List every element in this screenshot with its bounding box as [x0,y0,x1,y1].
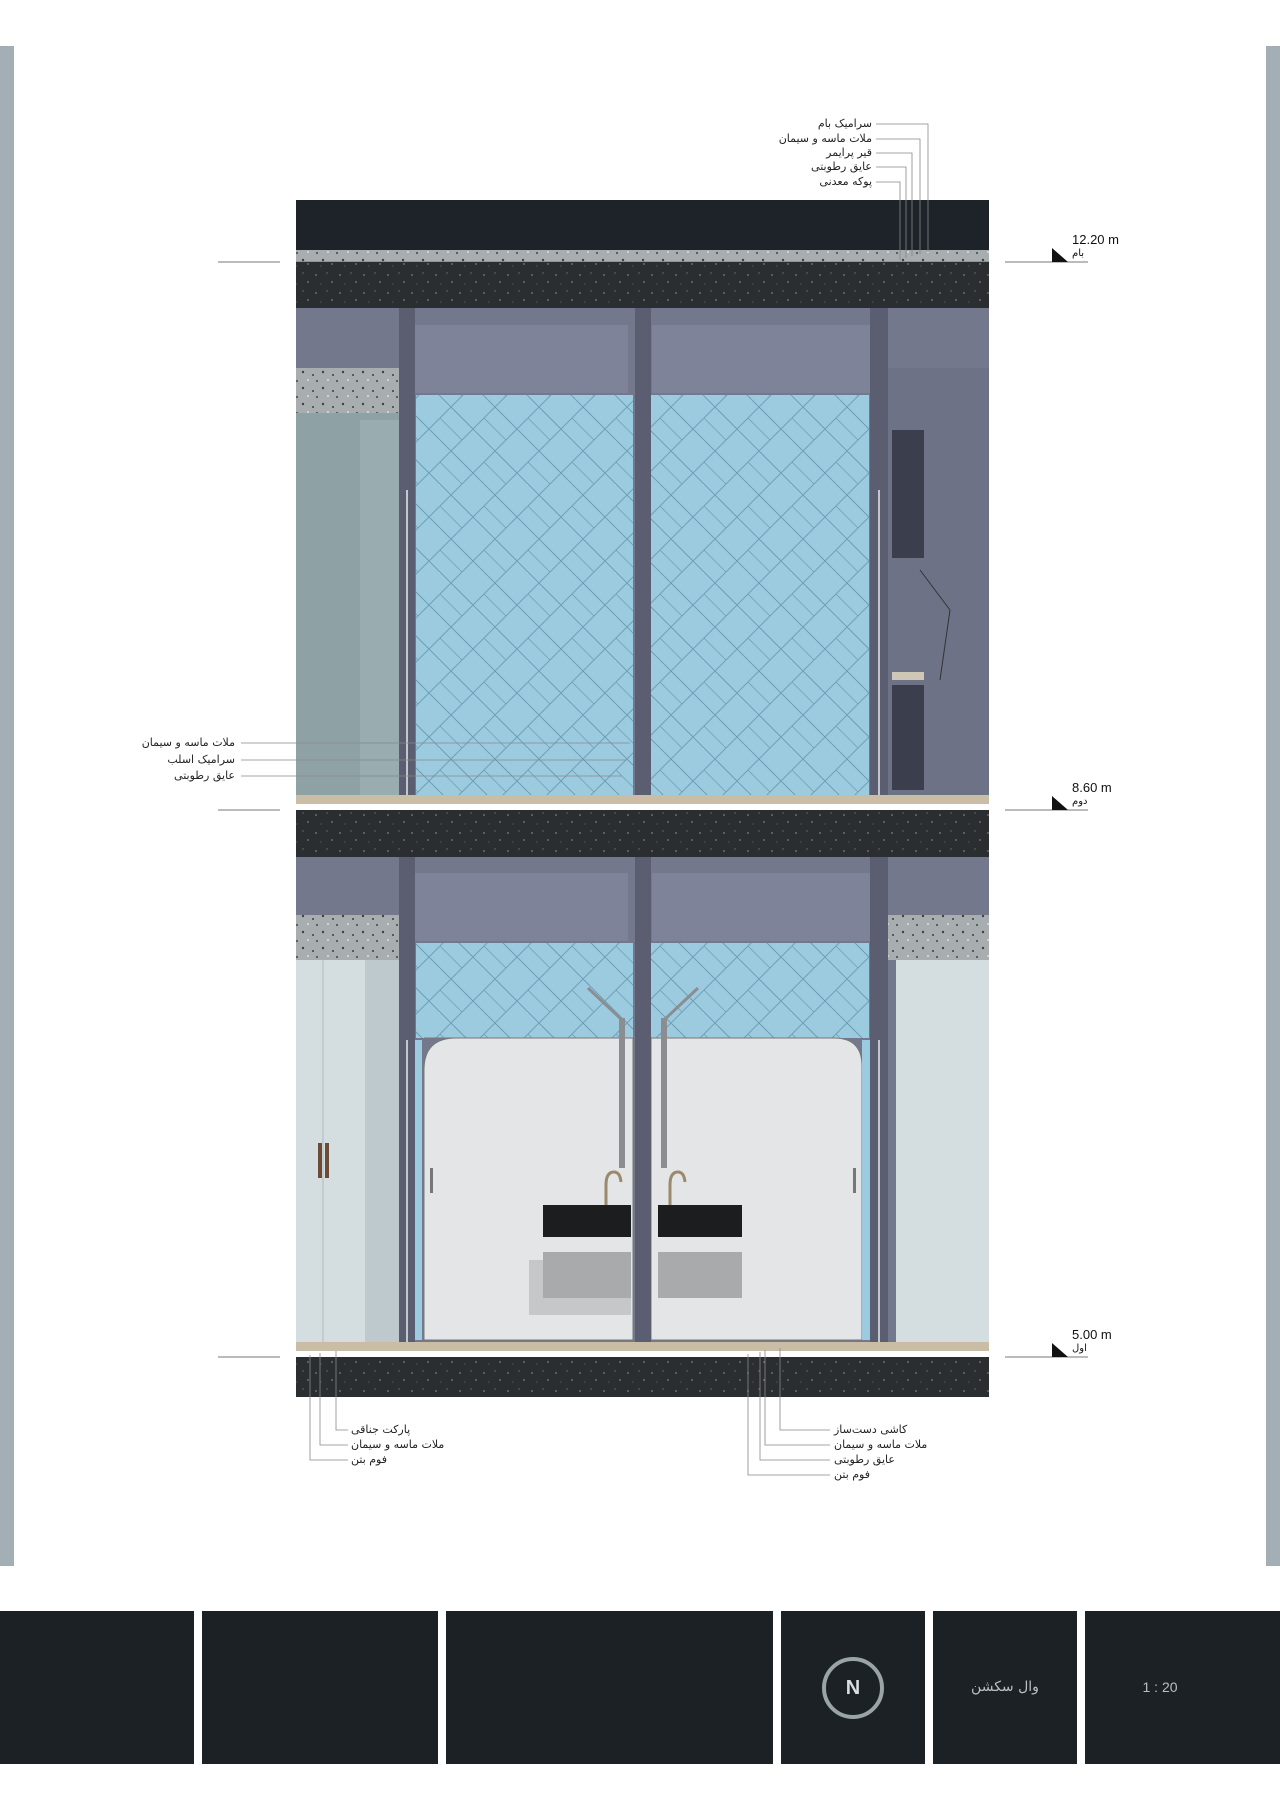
title-block-cell [446,1611,773,1764]
roof-layer-label: سرامیک بام [817,117,872,130]
title-block-cell [202,1611,438,1764]
level-value-roof: 12.20 m [1072,232,1119,247]
floor-right-layer-label: ملات ماسه و سیمان [834,1438,928,1451]
floor-left-layer-label: فوم بتن [351,1453,388,1466]
level-name-roof: بام [1072,248,1085,259]
lower-storey [296,857,989,1351]
sheet-title: وال سکشن [971,1679,1039,1695]
roof-slab [296,262,989,308]
floor-left-layer-label: پارکت جناقی [351,1423,411,1436]
middle-slab [296,810,989,857]
level-value-first: 5.00 m [1072,1327,1112,1342]
level-value-second: 8.60 m [1072,780,1112,795]
sheet-title-cell [933,1611,1077,1764]
floor-right-layer-label: عایق رطوبتی [834,1453,895,1466]
upper-storey [296,308,989,804]
roof-layer-label: عایق رطوبتی [811,160,872,173]
roof-layer-label: قیر پرایمر [826,146,872,159]
level-marker-first-icon [1052,1343,1068,1357]
ground-slab [296,1357,989,1397]
north-cell [781,1611,925,1764]
floor-right-layer-label: فوم بتن [834,1468,871,1481]
title-block-cell [0,1611,194,1764]
roof-layer-label: پوکه معدنی [819,175,872,188]
scale-label: 1 : 20 [1142,1679,1178,1695]
wall-layer-label: سرامیک اسلب [167,753,235,766]
scale-cell [1085,1611,1280,1764]
title-block [0,1611,1280,1764]
level-name-first: اول [1072,1343,1087,1354]
level-name-second: دوم [1072,796,1088,807]
floor-left-layer-label: ملات ماسه و سیمان [351,1438,445,1451]
north-label: N [845,1676,861,1699]
roof-layer-label: ملات ماسه و سیمان [778,132,872,145]
north-arrow-icon [822,1657,884,1719]
level-marker-roof-icon [1052,248,1068,262]
floor-right-layer-label: کاشی دست‌ساز [834,1423,908,1436]
wall-layer-label: عایق رطوبتی [174,769,235,782]
wall-layer-label: ملات ماسه و سیمان [141,736,235,749]
roof-parapet [296,200,989,262]
level-marker-second-icon [1052,796,1068,810]
